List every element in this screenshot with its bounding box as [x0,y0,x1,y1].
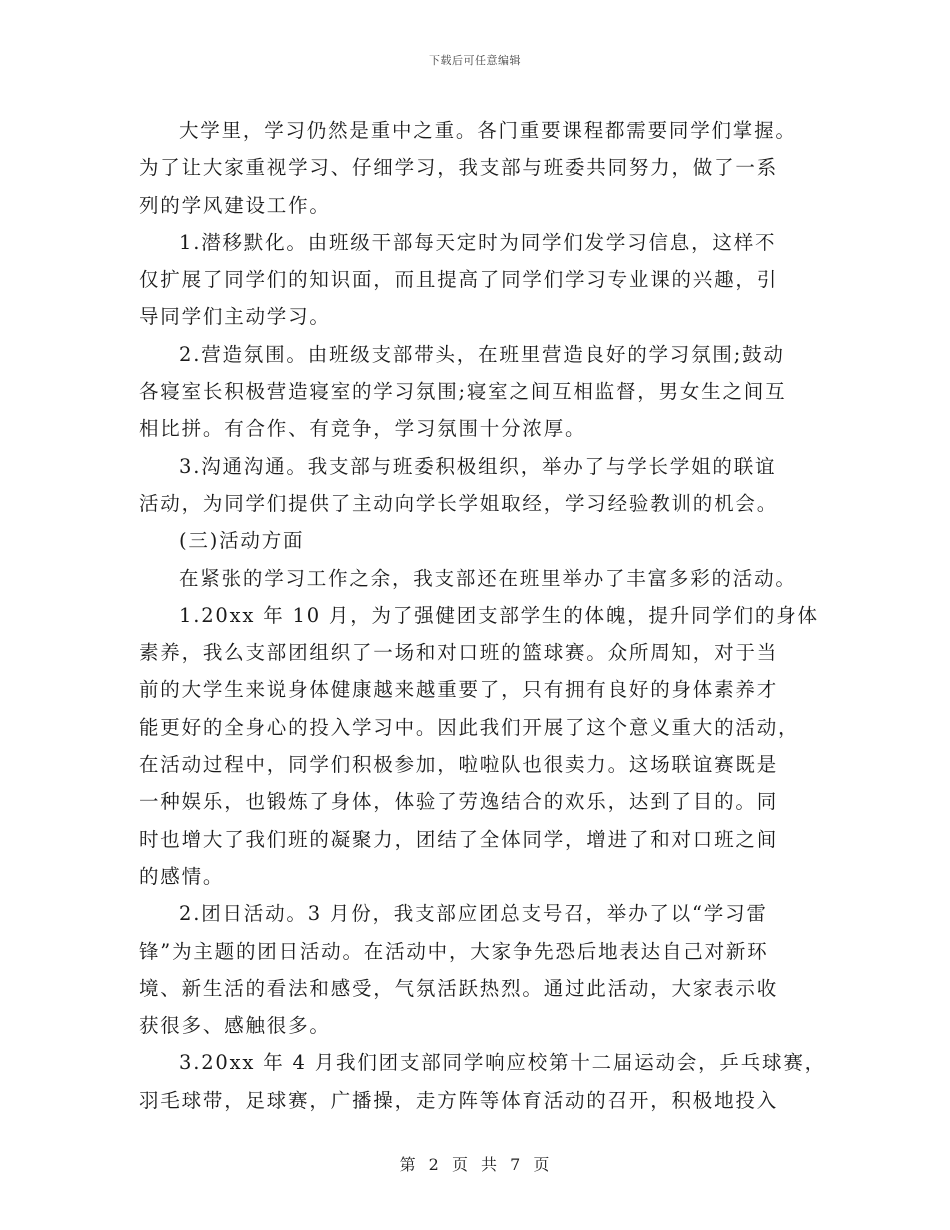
paragraph-line: 为了让大家重视学习、仔细学习，我支部与班委共同努力，做了一系 [139,156,779,180]
paragraph-line: 获很多、感触很多。 [139,1014,331,1038]
paragraph-line: 羽毛球带，足球赛，广播操，走方阵等体育活动的召开，积极地投入 [139,1088,779,1112]
paragraph-line: 的感情。 [139,864,225,888]
paragraph-line: 仅扩展了同学们的知识面，而且提高了同学们学习专业课的兴趣，引 [139,268,779,292]
header-edit-note: 下载后可任意编辑 [429,54,521,67]
section-heading: (三)活动方面 [179,529,305,553]
paragraph-line: 在活动过程中，同学们积极参加，啦啦队也很卖力。这场联谊赛既是 [139,753,779,777]
paragraph-line: 1.潜移默化。由班级干部每天定时为同学们发学习信息，这样不 [179,230,777,254]
paragraph-line: 3.20xx 年 4 月我们团支部同学响应校第十二届运动会，乒乓球赛， [179,1051,826,1075]
paragraph-line: 列的学风建设工作。 [139,193,331,217]
paragraph-line: 在紧张的学习工作之余，我支部还在班里举办了丰富多彩的活动。 [179,566,797,590]
paragraph-line: 导同学们主动学习。 [139,305,331,329]
paragraph-line: 2.团日活动。3 月份，我支部应团总支号召，举办了以“学习雷 [179,902,768,926]
paragraph-line: 锋”为主题的团日活动。在活动中，大家争先恐后地表达自己对新环 [139,939,769,963]
paragraph-line: 前的大学生来说身体健康越来越重要了，只有拥有良好的身体素养才 [139,678,779,702]
paragraph-line: 时也增大了我们班的凝聚力，团结了全体同学，增进了和对口班之间 [139,827,779,851]
paragraph-line: 大学里，学习仍然是重中之重。各门重要课程都需要同学们掌握。 [179,119,797,142]
paragraph-line: 2.营造氛围。由班级支部带头，在班里营造良好的学习氛围;鼓动 [179,342,785,366]
paragraph-line: 各寝室长积极营造寝室的学习氛围;寝室之间互相监督，男女生之间互 [139,380,787,404]
paragraph-line: 1.20xx 年 10 月，为了强健团支部学生的体魄，提升同学们的身体 [179,603,819,627]
paragraph-line: 活动，为同学们提供了主动向学长学姐取经，学习经验教训的机会。 [139,491,779,515]
paragraph-line: 相比拼。有合作、有竞争，学习氛围十分浓厚。 [139,417,587,441]
paragraph-line: 一种娱乐，也锻炼了身体，体验了劳逸结合的欢乐，达到了目的。同 [139,790,779,814]
document-body [139,112,829,1119]
paragraph-line: 素养，我么支部团组织了一场和对口班的篮球赛。众所周知，对于当 [139,641,779,665]
paragraph-line: 境、新生活的看法和感受，气氛活跃热烈。通过此活动，大家表示收 [139,976,779,1000]
paragraph-line: 3.沟通沟通。我支部与班委积极组织，举办了与学长学姐的联谊 [179,454,777,478]
paragraph-line: 能更好的全身心的投入学习中。因此我们开展了这个意义重大的活动， [139,715,800,739]
page-number-footer: 第 2 页 共 7 页 [399,1155,551,1174]
